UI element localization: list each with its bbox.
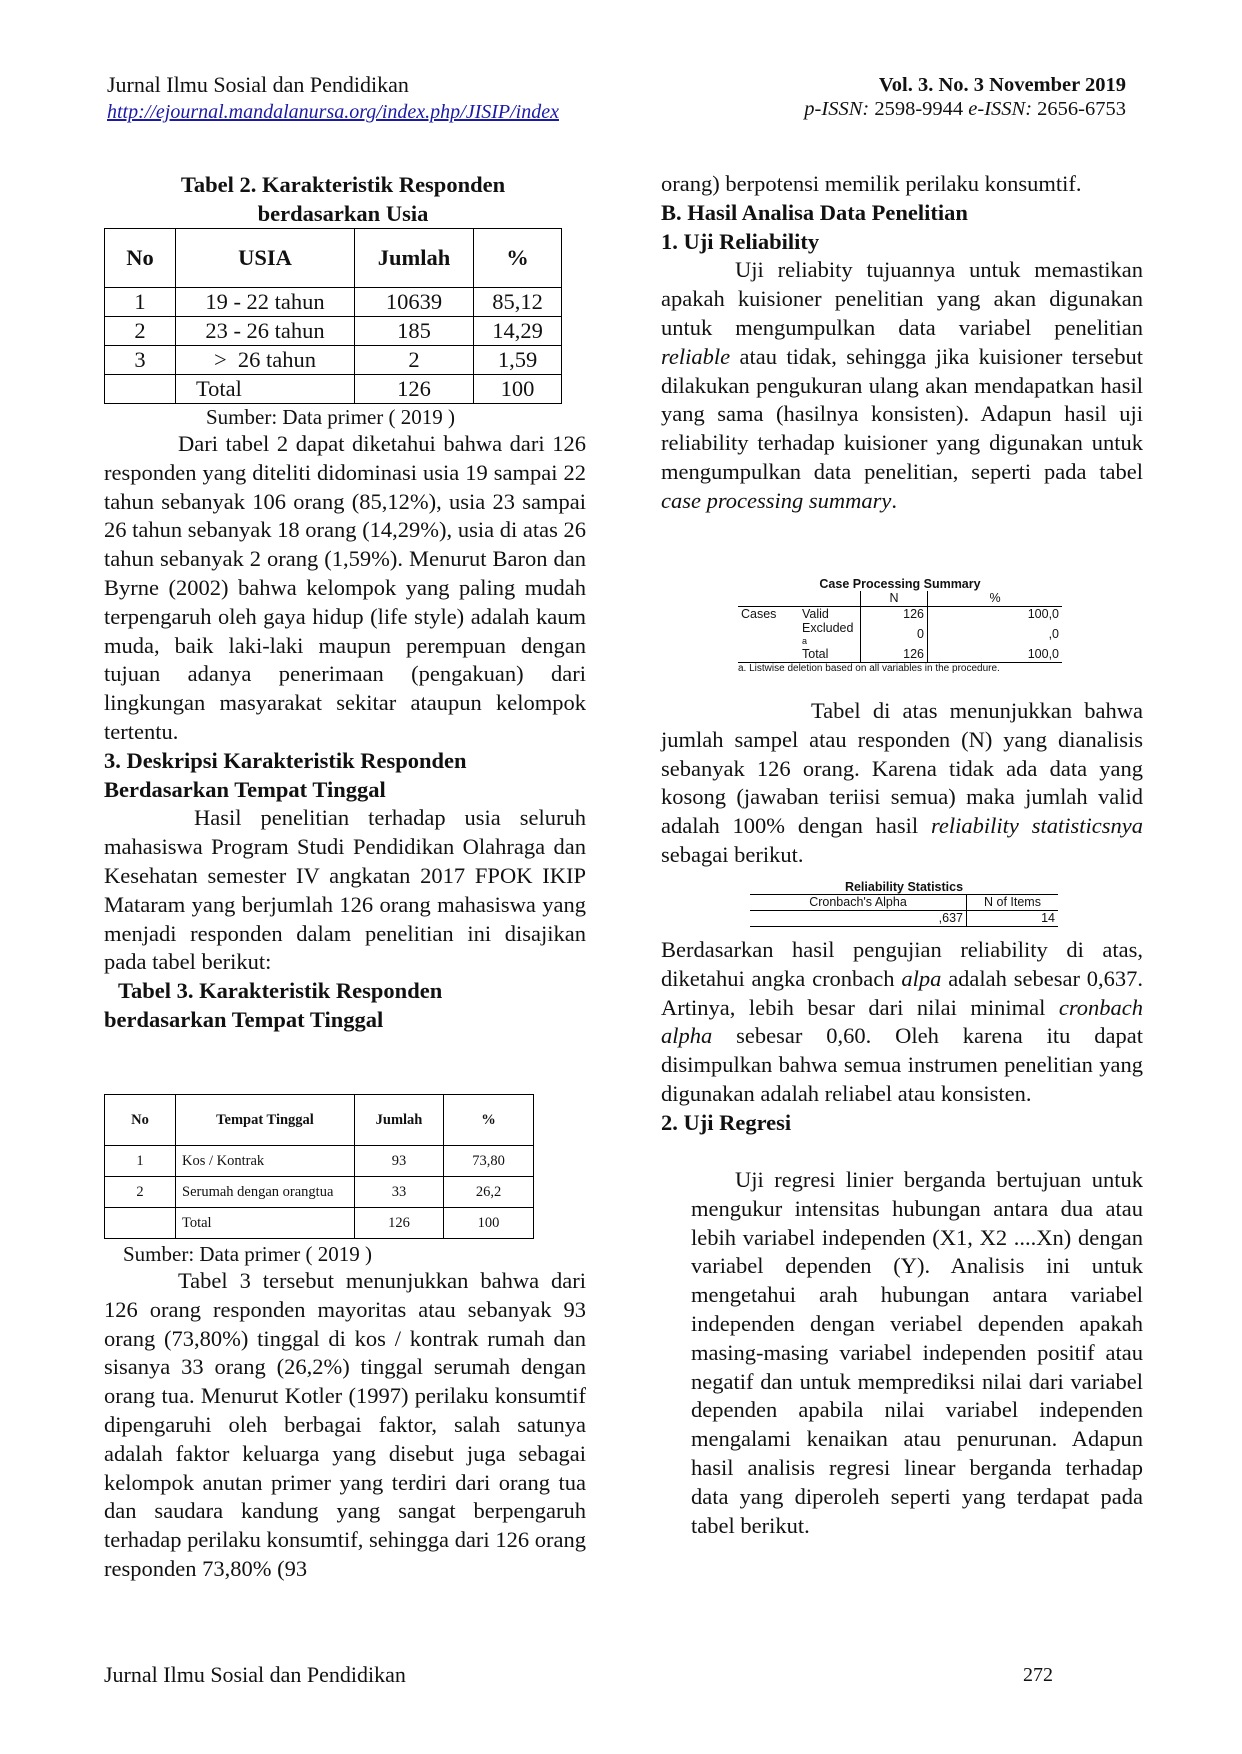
volume-info: Vol. 3. No. 3 November 2019 — [878, 74, 1126, 96]
table-row — [105, 1177, 534, 1208]
table-cell: 185 — [355, 317, 474, 346]
table-cell: Serumah dengan orangtua — [176, 1177, 355, 1208]
table-cell: 126 — [355, 1208, 444, 1239]
table-row — [105, 317, 562, 346]
table-cell: 23 - 26 tahun — [176, 317, 355, 346]
left-paragraph-2: Hasil penelitian terhadap usia seluruh mahasiswa Program Studi Pendidikan Olahraga dan Kesehatan semester IV angkatan 2017 FPOK IKIP Mataram yang berjumlah 126 orang mahasiswa yang menjadi responden dalam penelitian ini disajikan pada tabel berikut: — [104, 805, 586, 975]
table2-title-line1: Tabel 2. Karakteristik Responden — [180, 172, 506, 197]
table3-header-cell: Jumlah — [355, 1095, 444, 1146]
table2-header-cell: Jumlah — [355, 229, 474, 288]
text-run: . — [891, 487, 898, 513]
cps-empty-cell — [738, 622, 799, 647]
table-cell: 100 — [444, 1208, 534, 1239]
cps-empty-cell — [738, 647, 799, 663]
issn-e: 2656-6753 — [1037, 98, 1126, 120]
table-cell: 33 — [355, 1177, 444, 1208]
left-paragraph-1: Dari tabel 2 dapat diketahui bahwa dari 126 responden yang diteliti didominasi usia 19 sampai 22 tahun sebanyak 106 orang (85,12%), usia 23 sampai 26 tahun sebanyak 18 orang (14,29%), usia di atas 26 tahun sebanyak 2 orang (1,59%). Menurut Baron dan Byrne (2002) bahwa kelompok yang paling mudah terpengaruh oleh gaya hidup (life style) adalah kaum muda, baik laki-laki maupun perempuan dengan tujuan adanya penerimaan (pengakuan) dari lingkungan masyarakat sekitar ataupun kelompok tertentu. — [104, 431, 586, 744]
rs-col1: Cronbach's Alpha — [750, 895, 967, 911]
right-column-block4 — [691, 1166, 1143, 1540]
table-row — [105, 346, 562, 375]
reliability-heading: 1. Uji Reliability — [661, 228, 820, 254]
table-cell — [105, 375, 176, 404]
rs-header-row — [750, 895, 1058, 911]
table-cell: > 26 tahun — [176, 346, 355, 375]
table-cell: 3 — [105, 346, 176, 375]
cps-empty-cell — [799, 591, 861, 607]
cps-pct-value: 100,0 — [1027, 607, 1059, 621]
text-run: cronbach alpha — [661, 994, 1143, 1049]
cps-row-label: Total — [799, 647, 861, 663]
issn-p: 2598-9944 — [874, 98, 964, 120]
table-cell: 14,29 — [474, 317, 562, 346]
table3-header-row — [105, 1095, 534, 1146]
rs-col2: N of Items — [967, 895, 1059, 911]
table-cell: 19 - 22 tahun — [176, 288, 355, 317]
table-cell: 85,12 — [474, 288, 562, 317]
right-paragraph-0: orang) berpotensi memilik perilaku konsumtif. — [661, 171, 1082, 196]
table-cell: Kos / Kontrak — [176, 1146, 355, 1177]
table2-header-cell: No — [105, 229, 176, 288]
table-row — [750, 911, 1058, 927]
text-run: alpa — [901, 965, 942, 991]
cps-row-label: Valid — [799, 607, 861, 623]
table3-title-line1: Tabel 3. Karakteristik Responden — [118, 978, 443, 1004]
text-run: sebesar 0,60. Oleh karena itu dapat disimpulkan bahwa semua instrumen penelitian yang digunakan adalah reliabel atau konsisten. — [661, 1023, 1143, 1106]
left-column-block2 — [104, 1267, 586, 1584]
cps-empty-cell — [738, 591, 799, 607]
table-cell: 73,80 — [444, 1146, 534, 1177]
cps-note: a. Listwise deletion based on all variables in the procedure. — [738, 663, 1000, 674]
cps-n-value: 126 — [861, 647, 928, 663]
text-run: Tabel di atas menunjukkan bahwa jumlah sampel atau responden (N) yang dianalisis sebanyak 126 orang. Karena tidak ada data yang kosong (jawaban teriisi semua) maka jumlah valid adalah 100% dengan hasil — [661, 698, 1143, 839]
journal-url-container — [107, 99, 559, 125]
footer-journal: Jurnal Ilmu Sosial dan Pendidikan — [104, 1662, 406, 1687]
rs-table — [750, 894, 1058, 927]
reliability-statistics — [750, 880, 1058, 927]
table3-header-cell: No — [105, 1095, 176, 1146]
table-cell: 93 — [355, 1146, 444, 1177]
table-cell: 126 — [355, 375, 474, 404]
table3-header-cell: Tempat Tinggal — [176, 1095, 355, 1146]
table-row — [105, 288, 562, 317]
cps-col-pct: % — [928, 591, 1063, 607]
text-run: reliable — [661, 343, 731, 369]
table3-header-cell: % — [444, 1095, 534, 1146]
right-paragraph-1 — [661, 256, 1143, 515]
cps-col-n: N — [861, 591, 928, 607]
table-row — [738, 622, 1062, 647]
cps-table — [738, 591, 1062, 663]
text-run: atau tidak, sehingga jika kuisioner tersebut dilakukan pengukuran ulang akan mendapatkan hasil yang sama (hasilnya konsisten). Adapun hasil uji reliability terhadap kuisioner yang digunakan untuk mengumpulkan data penelitian, seperti pada tabel — [661, 343, 1143, 484]
table2-title-line2: berdasarkan Usia — [257, 201, 429, 226]
text-run: case processing summary — [661, 487, 892, 513]
table-row — [105, 1208, 534, 1239]
right-column-block2 — [661, 697, 1143, 870]
table2 — [104, 228, 562, 404]
table-cell: Total — [176, 1208, 355, 1239]
journal-title: Jurnal Ilmu Sosial dan Pendidikan — [107, 72, 409, 97]
journal-url-link[interactable]: http://ejournal.mandalanursa.org/index.php/JISIP/index — [107, 101, 559, 123]
right-column-block1 — [661, 170, 1143, 516]
text-run: reliability statisticsnya — [931, 813, 1143, 839]
issn-p-label: p-ISSN: — [804, 98, 870, 120]
table2-title — [103, 170, 583, 228]
cps-row-label-cell — [799, 622, 861, 647]
issn-info — [804, 96, 1126, 122]
right-paragraph-2 — [661, 697, 1143, 870]
table-cell: 2 — [355, 346, 474, 375]
cps-pct-value: 100,0 — [928, 647, 1063, 663]
right-column-block3 — [661, 936, 1143, 1138]
table-row — [738, 607, 1062, 623]
regression-heading: 2. Uji Regresi — [661, 1109, 792, 1135]
table-row — [105, 375, 562, 404]
table-row — [738, 647, 1062, 663]
table-cell: 1 — [105, 288, 176, 317]
table3-source: Sumber: Data primer ( 2019 ) — [123, 1242, 373, 1266]
table-cell: 2 — [105, 317, 176, 346]
cps-n-value: 126 — [861, 607, 928, 623]
cps-pct-value: ,0 — [1048, 627, 1059, 641]
page-number: 272 — [1023, 1664, 1053, 1686]
cps-group-label: Cases — [738, 607, 799, 623]
table-cell: 26,2 — [444, 1177, 534, 1208]
left-column-block1 — [104, 430, 586, 1035]
rs-value2: 14 — [1041, 911, 1055, 925]
right-paragraph-4: Uji regresi linier berganda bertujuan untuk mengukur intensitas hubungan antara dua atau lebih variabel independen (X1, X2 ....Xn) dengan variabel dependen (Y). Analisis ini untuk mengetahui arah hubungan antara variabel independen dengan veriabel dependen apakah masing-masing variabel independen positif atau negatif dan untuk memprediksi nilai dari variabel dependen apabila nilai variabel independen mengalami kenaikan atau penurunan. Adapun hasil analisis regresi linear berganda terhadap data yang diperoleh seperti yang terdapat pada tabel berikut. — [691, 1167, 1143, 1538]
table-cell: 2 — [105, 1177, 176, 1208]
right-paragraph-3 — [661, 936, 1143, 1109]
cps-n-value: 0 — [861, 622, 928, 647]
table2-header-cell: USIA — [176, 229, 355, 288]
table-row — [105, 1146, 534, 1177]
cps-row-label: Excluded — [802, 621, 854, 635]
rs-title: Reliability Statistics — [844, 880, 964, 894]
left-paragraph-3: Tabel 3 tersebut menunjukkan bahwa dari 126 orang responden mayoritas atau sebanyak 93 orang (73,80%) tinggal di kos / kontrak rumah dan sisanya 33 orang (26,2%) tinggal serumah dengan orang tua. Menurut Kotler (1997) perilaku konsumtif dipengaruhi oleh berbagai faktor, salah satunya adalah faktor keluarga yang disebut juga sebagai kelompok anutan primer yang terdiri dari orang tua dan saudara kandung yang sangat berpengaruh terhadap perilaku konsumtif, sehingga dari 126 orang responden 73,80% (93 — [104, 1268, 586, 1581]
case-processing-summary — [738, 577, 1062, 674]
rs-value1: ,637 — [750, 911, 967, 927]
section-3-heading-line1: 3. Deskripsi Karakteristik Responden — [104, 747, 467, 773]
table2-header-row — [105, 229, 562, 288]
table3-title-line2: berdasarkan Tempat Tinggal — [104, 1006, 384, 1032]
table-cell: 1 — [105, 1146, 176, 1177]
table2-header-cell: % — [474, 229, 562, 288]
table-cell — [105, 1208, 176, 1239]
cps-header-row — [738, 591, 1062, 607]
cps-footnote-marker: a — [802, 636, 808, 646]
text-run: Berdasarkan hasil pengujian reliability di atas, diketahui angka cronbach — [661, 937, 1143, 991]
section-b-heading: B. Hasil Analisa Data Penelitian — [661, 199, 968, 225]
text-run: adalah sebesar 0,637. Artinya, lebih besar dari nilai minimal — [661, 965, 1143, 1020]
table3 — [104, 1094, 534, 1239]
text-run: sebagai berikut. — [661, 841, 804, 867]
cps-title: Case Processing Summary — [819, 577, 981, 591]
table2-source: Sumber: Data primer ( 2019 ) — [206, 405, 456, 429]
table-cell: 1,59 — [474, 346, 562, 375]
section-3-heading-line2: Berdasarkan Tempat Tinggal — [104, 776, 386, 802]
issn-e-label: e-ISSN: — [968, 98, 1033, 120]
table-cell: 100 — [474, 375, 562, 404]
table-cell: Total — [176, 375, 355, 404]
text-run: Uji reliabity tujuannya untuk memastikan apakah kuisioner penelitian yang akan digunakan untuk mengumpulkan data variabel penelitian — [661, 257, 1143, 340]
table-cell: 10639 — [355, 288, 474, 317]
